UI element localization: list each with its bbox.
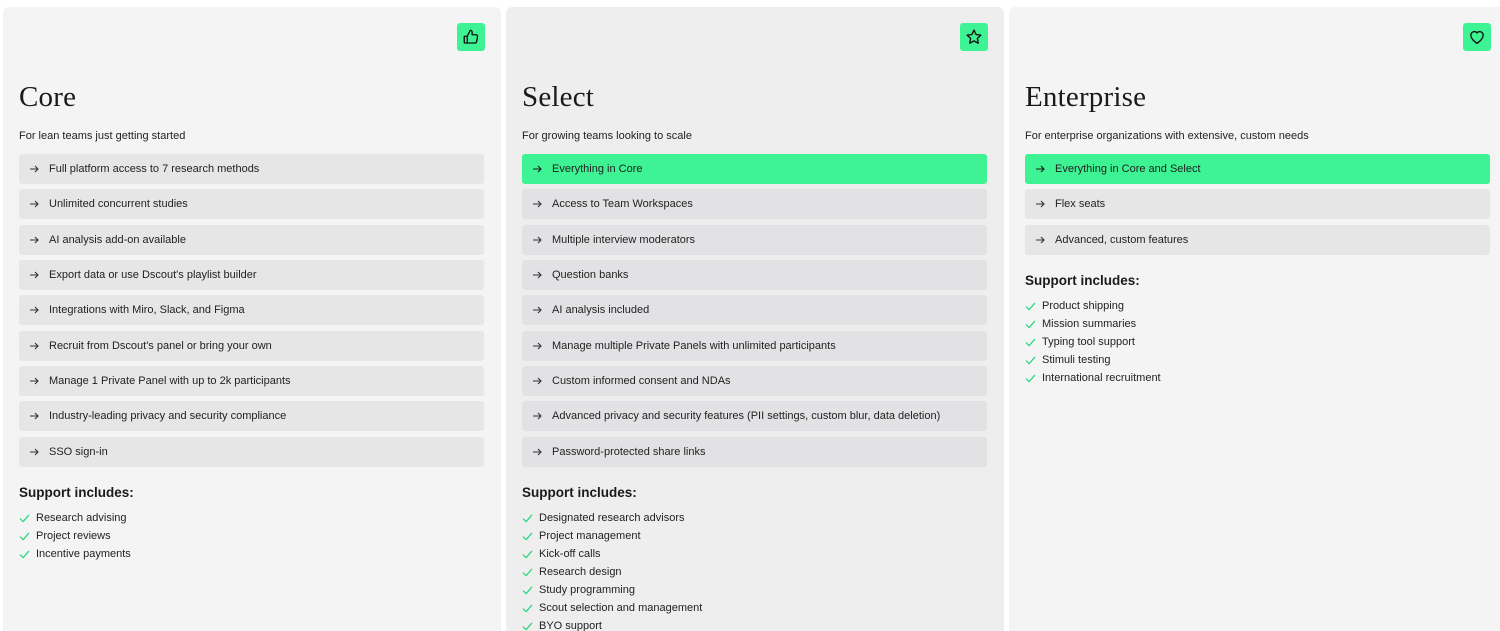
check-icon xyxy=(1025,301,1036,312)
arrow-right-icon xyxy=(29,341,39,351)
feature-label: Industry-leading privacy and security compliance xyxy=(49,410,287,423)
arrow-right-icon xyxy=(532,235,542,245)
feature-item xyxy=(19,189,484,219)
feature-label: Password-protected share links xyxy=(552,445,706,458)
feature-item xyxy=(522,331,987,361)
feature-label: Advanced, custom features xyxy=(1055,233,1189,246)
feature-item xyxy=(19,401,484,431)
support-label: Designated research advisors xyxy=(539,512,685,524)
feature-list xyxy=(522,154,987,472)
feature-label: AI analysis add-on available xyxy=(49,233,186,246)
feature-label: Everything in Core xyxy=(552,163,643,175)
support-item xyxy=(522,617,702,631)
check-icon xyxy=(1025,373,1036,384)
star-icon xyxy=(960,23,988,51)
support-item xyxy=(522,581,702,599)
plan-title: Enterprise xyxy=(1025,81,1147,113)
feature-item xyxy=(522,189,987,219)
feature-item xyxy=(19,366,484,396)
feature-item xyxy=(19,331,484,361)
check-icon xyxy=(19,549,30,560)
support-label: Mission summaries xyxy=(1042,318,1137,330)
plan-card-select xyxy=(506,7,1004,631)
support-item xyxy=(522,563,702,581)
feature-label: Manage 1 Private Panel with up to 2k participants xyxy=(49,375,291,388)
feature-item xyxy=(19,437,484,467)
arrow-right-icon xyxy=(532,341,542,351)
feature-item xyxy=(19,154,484,184)
support-list xyxy=(522,509,702,631)
feature-label: SSO sign-in xyxy=(49,445,108,458)
check-icon xyxy=(19,531,30,542)
feature-item xyxy=(522,437,987,467)
support-label: Project reviews xyxy=(36,530,111,542)
check-icon xyxy=(522,585,533,596)
feature-label: Flex seats xyxy=(1055,198,1106,211)
check-icon xyxy=(19,513,30,524)
support-heading: Support includes: xyxy=(1025,273,1140,288)
feature-list xyxy=(1025,154,1490,260)
check-icon xyxy=(1025,355,1036,366)
support-label: Typing tool support xyxy=(1042,336,1135,348)
feature-label: Manage multiple Private Panels with unlimited participants xyxy=(552,339,836,352)
check-icon xyxy=(522,603,533,614)
arrow-right-icon xyxy=(29,270,39,280)
support-item xyxy=(19,545,131,563)
feature-label: Question banks xyxy=(552,269,629,282)
arrow-right-icon xyxy=(532,270,542,280)
support-label: BYO support xyxy=(539,620,602,631)
support-item xyxy=(1025,351,1161,369)
feature-item xyxy=(19,260,484,290)
feature-label: Advanced privacy and security features (PII settings, custom blur, data deletion) xyxy=(552,410,941,423)
check-icon xyxy=(522,567,533,578)
support-label: Kick-off calls xyxy=(539,548,601,560)
feature-label: Recruit from Dscout's panel or bring your own xyxy=(49,339,272,352)
arrow-right-icon xyxy=(532,164,542,174)
arrow-right-icon xyxy=(29,235,39,245)
check-icon xyxy=(1025,319,1036,330)
arrow-right-icon xyxy=(1035,235,1045,245)
support-item xyxy=(522,509,702,527)
arrow-right-icon xyxy=(29,411,39,421)
plan-description: For enterprise organizations with extensive, custom needs xyxy=(1025,130,1309,142)
feature-item xyxy=(522,366,987,396)
feature-label: AI analysis included xyxy=(552,304,650,317)
feature-item xyxy=(1025,225,1490,255)
arrow-right-icon xyxy=(29,447,39,457)
support-label: Incentive payments xyxy=(36,548,131,560)
arrow-right-icon xyxy=(29,376,39,386)
support-list xyxy=(19,509,131,563)
feature-label: Custom informed consent and NDAs xyxy=(552,375,731,388)
plan-description: For lean teams just getting started xyxy=(19,130,186,142)
feature-item xyxy=(19,295,484,325)
support-item xyxy=(1025,333,1161,351)
support-label: Scout selection and management xyxy=(539,602,703,614)
support-item xyxy=(1025,315,1161,333)
feature-item xyxy=(1025,189,1490,219)
support-list xyxy=(1025,297,1161,387)
support-item xyxy=(1025,369,1161,387)
support-heading: Support includes: xyxy=(522,485,637,500)
arrow-right-icon xyxy=(29,305,39,315)
plan-card-enterprise xyxy=(1009,7,1500,631)
heart-icon xyxy=(1463,23,1491,51)
support-item xyxy=(19,527,131,545)
plan-title: Select xyxy=(522,81,595,113)
support-label: Research advising xyxy=(36,512,127,524)
support-item xyxy=(522,527,702,545)
feature-list xyxy=(19,154,484,472)
support-item xyxy=(522,545,702,563)
plan-description: For growing teams looking to scale xyxy=(522,130,692,142)
feature-item xyxy=(522,401,987,431)
feature-label: Access to Team Workspaces xyxy=(552,198,693,211)
support-item xyxy=(1025,297,1161,315)
feature-item xyxy=(522,225,987,255)
support-item xyxy=(19,509,131,527)
support-label: Study programming xyxy=(539,584,635,596)
feature-label: Export data or use Dscout's playlist builder xyxy=(49,269,257,282)
support-heading: Support includes: xyxy=(19,485,134,500)
feature-item-highlighted xyxy=(522,154,987,184)
support-label: International recruitment xyxy=(1042,372,1161,384)
feature-label: Everything in Core and Select xyxy=(1055,163,1201,175)
check-icon xyxy=(522,621,533,631)
feature-item xyxy=(522,295,987,325)
arrow-right-icon xyxy=(29,164,39,174)
check-icon xyxy=(522,513,533,524)
support-label: Product shipping xyxy=(1042,300,1124,312)
arrow-right-icon xyxy=(1035,199,1045,209)
feature-label: Integrations with Miro, Slack, and Figma xyxy=(49,304,245,317)
plan-title: Core xyxy=(19,81,77,113)
support-label: Stimuli testing xyxy=(1042,354,1111,366)
arrow-right-icon xyxy=(29,199,39,209)
check-icon xyxy=(522,531,533,542)
plan-card-core xyxy=(3,7,501,631)
thumbs-up-icon xyxy=(457,23,485,51)
arrow-right-icon xyxy=(532,411,542,421)
check-icon xyxy=(1025,337,1036,348)
feature-item-highlighted xyxy=(1025,154,1490,184)
feature-item xyxy=(19,225,484,255)
feature-label: Unlimited concurrent studies xyxy=(49,198,188,211)
arrow-right-icon xyxy=(532,199,542,209)
arrow-right-icon xyxy=(532,447,542,457)
feature-label: Multiple interview moderators xyxy=(552,233,696,246)
arrow-right-icon xyxy=(532,376,542,386)
arrow-right-icon xyxy=(532,305,542,315)
feature-item xyxy=(522,260,987,290)
arrow-right-icon xyxy=(1035,164,1045,174)
support-item xyxy=(522,599,702,617)
check-icon xyxy=(522,549,533,560)
support-label: Research design xyxy=(539,566,622,578)
feature-label: Full platform access to 7 research methods xyxy=(49,163,260,175)
support-label: Project management xyxy=(539,530,641,542)
